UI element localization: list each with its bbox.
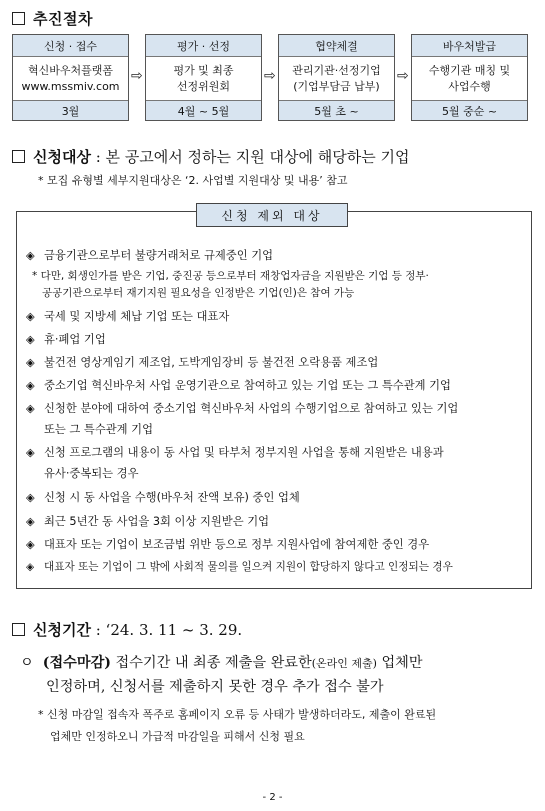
step-body-line: 수행기관 매칭 및 <box>428 63 511 77</box>
step-body <box>146 57 261 101</box>
exclusion-item-text: 대표자 또는 기업이 그 밖에 사회적 물의를 일으켜 지원이 합당하지 않다고 인정되는 경우 <box>44 561 453 573</box>
exclusion-item <box>26 400 458 416</box>
period-heading <box>12 619 242 640</box>
exclusion-item <box>26 536 429 552</box>
diamond-bullet-icon: ◈ <box>26 515 35 528</box>
exclusion-item <box>26 354 378 370</box>
step-foot: 4월 ~ 5월 <box>146 101 261 120</box>
diamond-bullet-icon: ◈ <box>26 333 35 346</box>
deadline-label: (접수마감) <box>42 655 111 671</box>
target-note: * 모집 유형별 세부지원대상은 ‘2. 사업별 지원대상 및 내용’ 참고 <box>38 174 348 187</box>
diamond-bullet-icon: ◈ <box>26 249 35 262</box>
diamond-bullet-icon: ◈ <box>26 538 35 551</box>
deadline-end-text: 업체만 <box>376 655 423 671</box>
exclusion-sub-note: 공공기관으로부터 재기지원 필요성을 인정받은 기업(인)은 참여 가능 <box>42 287 355 299</box>
period-text: : ‘24. 3. 11 ~ 3. 29. <box>90 621 243 639</box>
deadline-note-2: 업체만 인정하오니 가급적 마감일을 피해서 신청 필요 <box>50 730 305 743</box>
circle-bullet-icon: ㅇ <box>20 655 34 671</box>
step-body-line: 평가 및 최종 <box>173 63 234 77</box>
step-foot: 5월 중순 ~ <box>412 101 527 120</box>
page-number: - 2 - <box>262 792 283 803</box>
procedure-title: 추진절차 <box>33 10 93 28</box>
exclusion-title: 신청 제외 대상 <box>196 203 348 227</box>
exclusion-item <box>26 331 106 347</box>
diamond-bullet-icon: ◈ <box>26 356 35 369</box>
step-head: 협약체결 <box>279 35 394 57</box>
period-label: 신청기간 <box>33 621 91 639</box>
step-body <box>412 57 527 101</box>
diamond-bullet-icon: ◈ <box>26 379 35 392</box>
target-label: 신청대상 <box>33 148 91 166</box>
deadline-text: 접수기간 내 최종 제출을 완료한 <box>111 655 312 671</box>
arrow-right-icon: ⇨ <box>264 68 276 84</box>
step-body-line: (기업부담금 납부) <box>293 79 380 93</box>
exclusion-item-text: 최근 5년간 동 사업을 3회 이상 지원받은 기업 <box>44 515 270 528</box>
deadline-note-1: * 신청 마감일 접속자 폭주로 홈페이지 오류 등 사태가 발생하더라도, 제출이 완료된 <box>38 708 437 721</box>
step-body-line: 사업수행 <box>448 79 491 93</box>
diamond-bullet-icon: ◈ <box>26 402 35 415</box>
step-head: 평가 · 선정 <box>146 35 261 57</box>
exclusion-item-text: 신청한 분야에 대하여 중소기업 혁신바우처 사업의 수행기업으로 참여하고 있는 기업 <box>44 402 459 415</box>
arrow-right-icon: ⇨ <box>397 68 409 84</box>
exclusion-item <box>26 559 453 574</box>
exclusion-item-text: 신청 시 동 사업을 수행(바우처 잔액 보유) 중인 업체 <box>44 491 300 504</box>
step-body-line: www.mssmiv.com <box>21 79 120 93</box>
exclusion-item <box>26 489 300 505</box>
step-body-line: 혁신바우처플랫폼 <box>27 63 113 77</box>
exclusion-item <box>26 444 444 460</box>
procedure-step-3 <box>278 34 395 121</box>
square-bullet-icon <box>12 150 25 163</box>
exclusion-item-text: 불건전 영상게임기 제조업, 도박게임장비 등 불건전 오락용품 제조업 <box>44 356 379 369</box>
target-text: : 본 공고에서 정하는 지원 대상에 해당하는 기업 <box>90 148 410 166</box>
procedure-step-1 <box>12 34 129 121</box>
exclusion-item-text: 국세 및 지방세 체납 기업 또는 대표자 <box>44 310 230 323</box>
step-body-line: 선정위원회 <box>176 79 231 93</box>
exclusion-item-text: 금융기관으로부터 불량거래처로 규제중인 기업 <box>44 249 274 262</box>
step-body <box>279 57 394 101</box>
exclusion-item-text: 신청 프로그램의 내용이 동 사업 및 타부처 정부지원 사업을 통해 지원받은 내용과 <box>44 446 444 459</box>
deadline-small-text: (온라인 제출) <box>311 657 377 670</box>
procedure-heading <box>12 8 93 29</box>
diamond-bullet-icon: ◈ <box>26 491 35 504</box>
step-head: 신청 · 접수 <box>13 35 128 57</box>
arrow-right-icon: ⇨ <box>131 68 143 84</box>
step-body-line: 관리기관·선정기업 <box>292 63 381 77</box>
procedure-step-4 <box>411 34 528 121</box>
target-heading <box>12 146 409 167</box>
step-head: 바우처발급 <box>412 35 527 57</box>
exclusion-item-continued: 유사·중복되는 경우 <box>44 467 139 480</box>
deadline-line-1 <box>20 652 423 672</box>
exclusion-item-text: 대표자 또는 기업이 보조금법 위반 등으로 정부 지원사업에 참여제한 중인 경우 <box>44 538 430 551</box>
square-bullet-icon <box>12 12 25 25</box>
step-body <box>13 57 128 101</box>
step-foot: 5월 초 ~ <box>279 101 394 120</box>
deadline-line-2: 인정하며, 신청서를 제출하지 못한 경우 추가 접수 불가 <box>46 679 384 695</box>
exclusion-item-text: 휴·폐업 기업 <box>44 333 106 346</box>
step-foot: 3월 <box>13 101 128 120</box>
exclusion-item <box>26 513 269 529</box>
exclusion-item-text: 중소기업 혁신바우처 사업 운영기관으로 참여하고 있는 기업 또는 그 특수관계 기업 <box>44 379 451 392</box>
exclusion-sub-note: * 다만, 회생인가를 받은 기업, 중진공 등으로부터 재창업자금을 지원받은 기업 등 정부· <box>32 270 429 282</box>
diamond-bullet-icon: ◈ <box>26 446 35 459</box>
procedure-step-2 <box>145 34 262 121</box>
diamond-bullet-icon: ◈ <box>26 561 35 573</box>
exclusion-item <box>26 247 273 263</box>
square-bullet-icon <box>12 623 25 636</box>
exclusion-item <box>26 377 451 393</box>
exclusion-item-continued: 또는 그 특수관계 기업 <box>44 423 153 436</box>
diamond-bullet-icon: ◈ <box>26 310 35 323</box>
exclusion-item <box>26 308 229 324</box>
